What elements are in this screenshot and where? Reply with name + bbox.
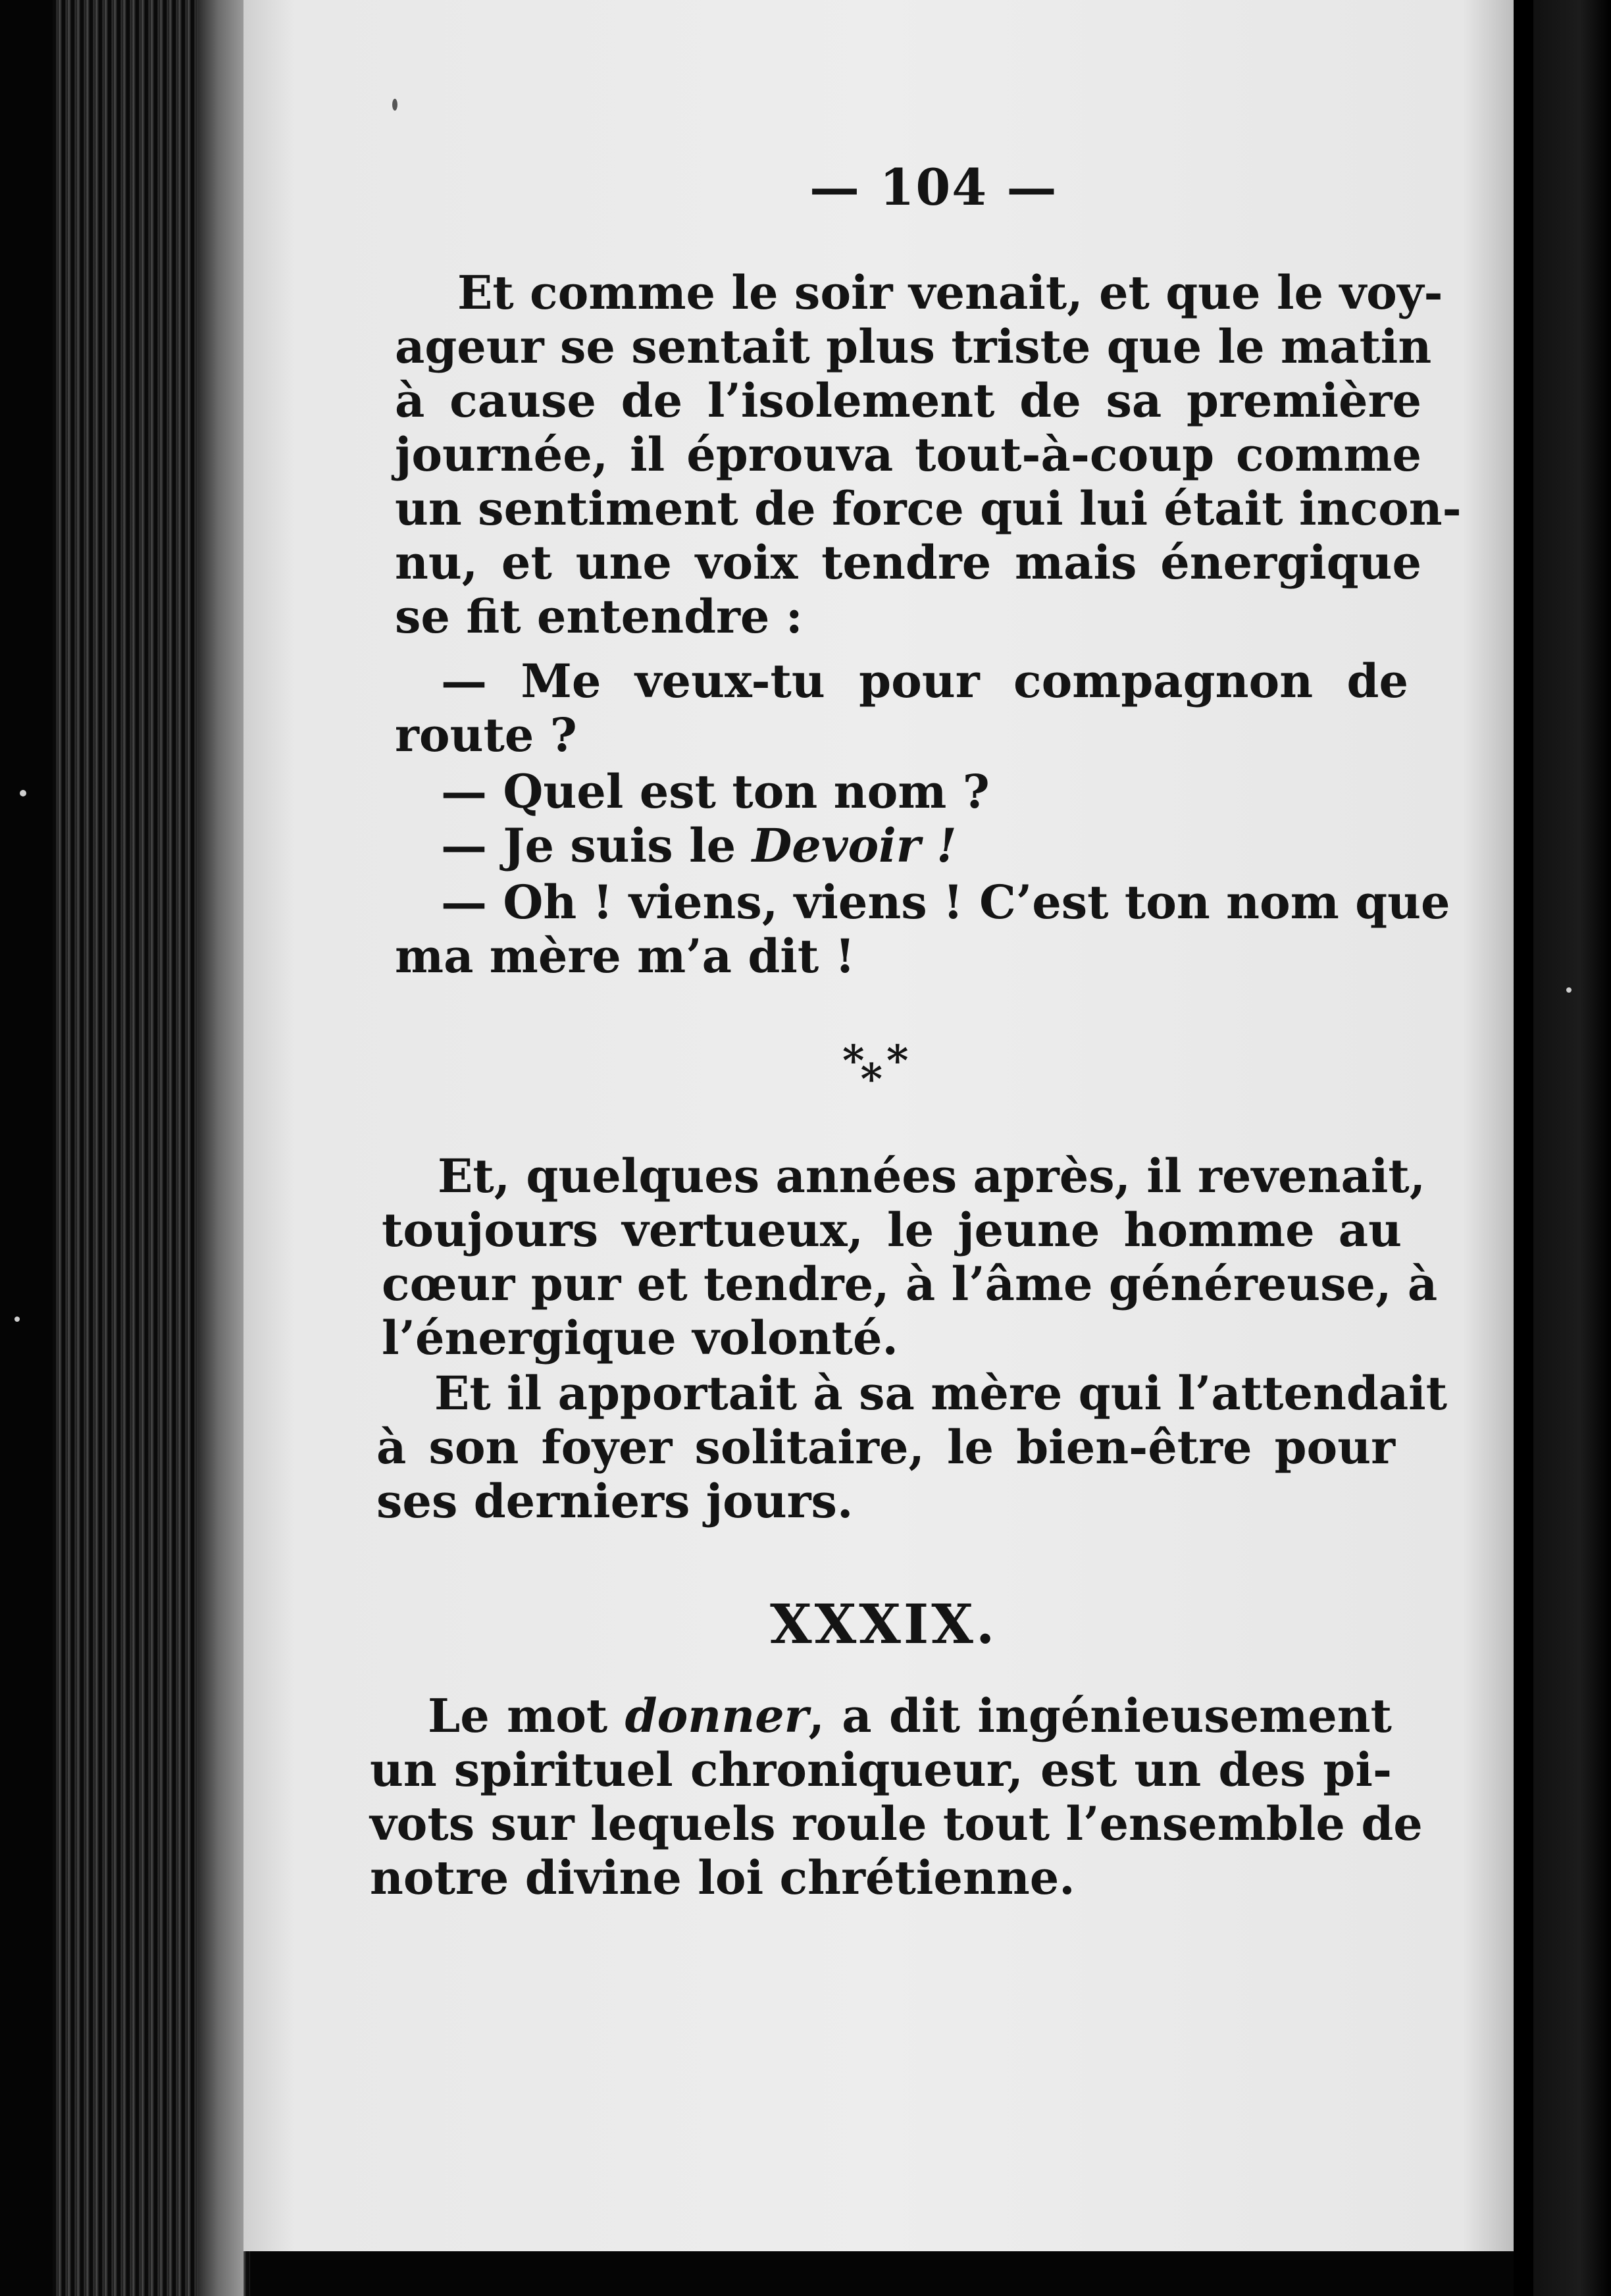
text-line: ageur se sentait plus triste que le matin bbox=[395, 319, 1432, 374]
text-line: Et comme le soir venait, et que le voy- bbox=[457, 265, 1443, 320]
scan-speck bbox=[20, 790, 26, 796]
text-line: se fit entendre : bbox=[395, 589, 803, 644]
text-line: Et, quelques années après, il revenait, bbox=[438, 1149, 1426, 1203]
section-heading: XXXIX. bbox=[770, 1593, 998, 1656]
text-line: nu, et une voix tendre mais énergique bbox=[395, 535, 1421, 590]
text-line: journée, il éprouva tout-à-coup comme bbox=[395, 427, 1421, 482]
scan-speck bbox=[1566, 987, 1572, 993]
dialogue-line bbox=[441, 818, 1408, 873]
page-number: — 104 — bbox=[809, 158, 1058, 217]
text-line: l’énergique volonté. bbox=[382, 1311, 898, 1365]
text-line: ses derniers jours. bbox=[376, 1474, 854, 1528]
text-segment: Le mot bbox=[428, 1688, 625, 1743]
separator-star: * bbox=[842, 1036, 865, 1085]
text-line: toujours vertueux, le jeune homme au bbox=[382, 1203, 1402, 1257]
emphasis-text: donner bbox=[625, 1688, 809, 1743]
text-line: un sentiment de force qui lui était incon- bbox=[395, 481, 1462, 536]
text-line: Et il apportait à sa mère qui l’attendait bbox=[434, 1366, 1448, 1421]
dialogue-line: — Oh ! viens, viens ! C’est ton nom que bbox=[441, 875, 1450, 929]
dialogue-text: — Je suis le bbox=[441, 818, 752, 873]
dialogue-line: route ? bbox=[395, 708, 577, 762]
text-line: notre divine loi chrétienne. bbox=[370, 1850, 1075, 1905]
scan-speck bbox=[14, 1317, 20, 1322]
scan-speck bbox=[392, 99, 397, 111]
text-line: à son foyer solitaire, le bien-être pour bbox=[376, 1420, 1395, 1474]
dialogue-line: — Me veux-tu pour compagnon de bbox=[441, 654, 1408, 708]
section-separator bbox=[842, 1036, 909, 1104]
dialogue-line: — Quel est ton nom ? bbox=[441, 764, 990, 819]
emphasis-text: Devoir ! bbox=[752, 818, 957, 873]
separator-star: * bbox=[860, 1055, 882, 1104]
text-line: un spirituel chroniqueur, est un des pi- bbox=[370, 1742, 1392, 1797]
text-segment: , a dit ingénieusement bbox=[808, 1688, 1392, 1743]
text-line: à cause de l’isolement de sa première bbox=[395, 373, 1421, 428]
separator-star: * bbox=[886, 1036, 909, 1085]
text-line: vots sur lequels roule tout l’ensemble de bbox=[370, 1796, 1423, 1851]
dialogue-line: ma mère m’a dit ! bbox=[395, 929, 856, 983]
text-line: cœur pur et tendre, à l’âme généreuse, à bbox=[382, 1257, 1438, 1311]
text-line bbox=[428, 1688, 1392, 1743]
